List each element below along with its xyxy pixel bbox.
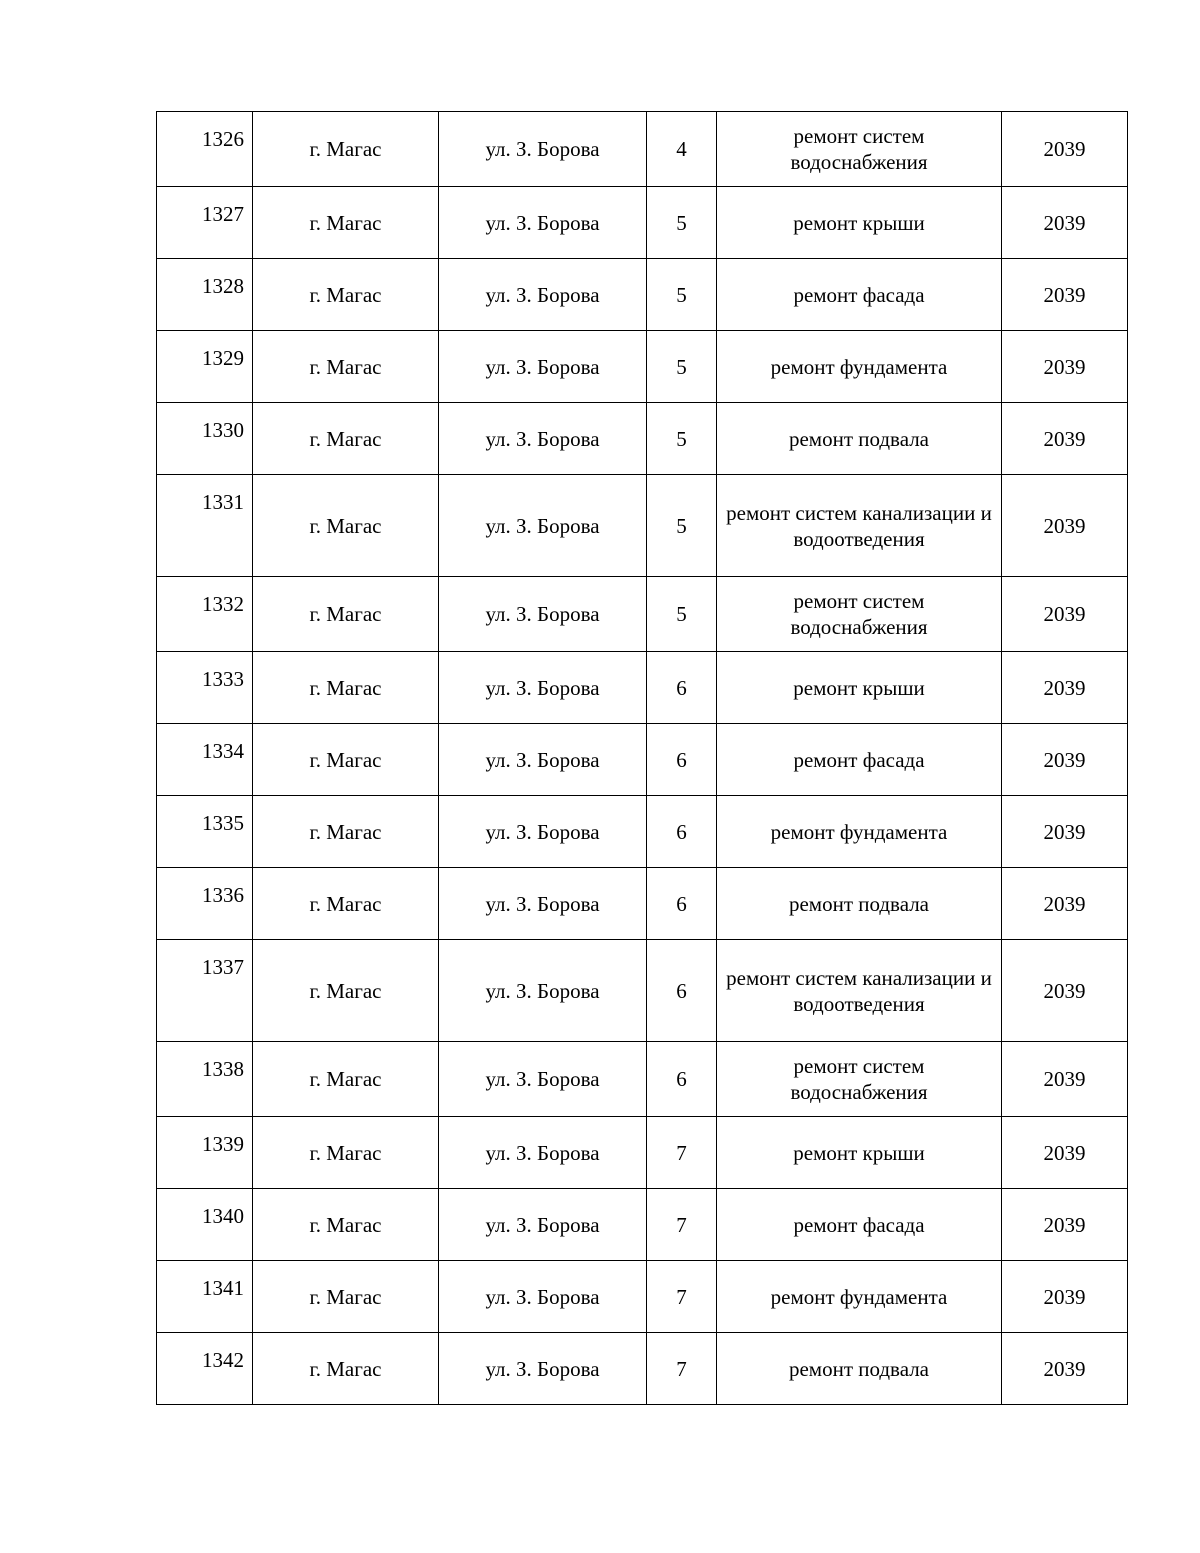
table-row	[157, 1261, 1128, 1333]
table-row	[157, 652, 1128, 724]
row-number: 1342	[157, 1333, 253, 1405]
city-cell: г. Магас	[253, 1042, 439, 1117]
city-cell: г. Магас	[253, 475, 439, 577]
house-cell: 6	[647, 868, 717, 940]
street-cell: ул. З. Борова	[439, 652, 647, 724]
house-cell: 7	[647, 1261, 717, 1333]
house-cell: 5	[647, 577, 717, 652]
city-cell: г. Магас	[253, 940, 439, 1042]
table-row	[157, 1333, 1128, 1405]
year-cell: 2039	[1002, 475, 1128, 577]
work-type-cell: ремонт фасада	[717, 724, 1002, 796]
work-type-cell: ремонт систем канализации и водоотведения	[717, 940, 1002, 1042]
table-row	[157, 940, 1128, 1042]
work-type-cell: ремонт фасада	[717, 259, 1002, 331]
year-cell: 2039	[1002, 1333, 1128, 1405]
house-cell: 6	[647, 796, 717, 868]
house-cell: 7	[647, 1333, 717, 1405]
house-cell: 5	[647, 403, 717, 475]
street-cell: ул. З. Борова	[439, 724, 647, 796]
house-cell: 5	[647, 259, 717, 331]
work-type-cell: ремонт подвала	[717, 868, 1002, 940]
city-cell: г. Магас	[253, 577, 439, 652]
row-number: 1340	[157, 1189, 253, 1261]
row-number: 1326	[157, 112, 253, 187]
city-cell: г. Магас	[253, 724, 439, 796]
street-cell: ул. З. Борова	[439, 259, 647, 331]
house-cell: 7	[647, 1189, 717, 1261]
work-type-cell: ремонт крыши	[717, 652, 1002, 724]
row-number: 1338	[157, 1042, 253, 1117]
city-cell: г. Магас	[253, 1333, 439, 1405]
table-row	[157, 112, 1128, 187]
row-number: 1339	[157, 1117, 253, 1189]
work-type-cell: ремонт систем водоснабжения	[717, 112, 1002, 187]
row-number: 1332	[157, 577, 253, 652]
street-cell: ул. З. Борова	[439, 187, 647, 259]
table-row	[157, 577, 1128, 652]
table-row	[157, 259, 1128, 331]
year-cell: 2039	[1002, 259, 1128, 331]
work-type-cell: ремонт систем водоснабжения	[717, 1042, 1002, 1117]
street-cell: ул. З. Борова	[439, 940, 647, 1042]
table-row	[157, 868, 1128, 940]
house-cell: 6	[647, 940, 717, 1042]
house-cell: 5	[647, 331, 717, 403]
table-row	[157, 475, 1128, 577]
work-type-cell: ремонт крыши	[717, 187, 1002, 259]
repair-schedule-table	[156, 111, 1128, 1405]
city-cell: г. Магас	[253, 796, 439, 868]
street-cell: ул. З. Борова	[439, 331, 647, 403]
work-type-cell: ремонт крыши	[717, 1117, 1002, 1189]
year-cell: 2039	[1002, 1042, 1128, 1117]
street-cell: ул. З. Борова	[439, 1117, 647, 1189]
table-row	[157, 724, 1128, 796]
row-number: 1328	[157, 259, 253, 331]
year-cell: 2039	[1002, 403, 1128, 475]
city-cell: г. Магас	[253, 259, 439, 331]
work-type-cell: ремонт фундамента	[717, 331, 1002, 403]
street-cell: ул. З. Борова	[439, 1261, 647, 1333]
row-number: 1331	[157, 475, 253, 577]
year-cell: 2039	[1002, 652, 1128, 724]
year-cell: 2039	[1002, 1117, 1128, 1189]
street-cell: ул. З. Борова	[439, 577, 647, 652]
city-cell: г. Магас	[253, 652, 439, 724]
row-number: 1337	[157, 940, 253, 1042]
street-cell: ул. З. Борова	[439, 868, 647, 940]
year-cell: 2039	[1002, 724, 1128, 796]
city-cell: г. Магас	[253, 331, 439, 403]
table-row	[157, 331, 1128, 403]
row-number: 1335	[157, 796, 253, 868]
street-cell: ул. З. Борова	[439, 1189, 647, 1261]
year-cell: 2039	[1002, 1261, 1128, 1333]
year-cell: 2039	[1002, 796, 1128, 868]
row-number: 1341	[157, 1261, 253, 1333]
table-row	[157, 187, 1128, 259]
house-cell: 5	[647, 475, 717, 577]
street-cell: ул. З. Борова	[439, 475, 647, 577]
street-cell: ул. З. Борова	[439, 1333, 647, 1405]
table-row	[157, 796, 1128, 868]
row-number: 1329	[157, 331, 253, 403]
table-row	[157, 403, 1128, 475]
house-cell: 7	[647, 1117, 717, 1189]
year-cell: 2039	[1002, 940, 1128, 1042]
work-type-cell: ремонт систем канализации и водоотведения	[717, 475, 1002, 577]
house-cell: 6	[647, 1042, 717, 1117]
row-number: 1327	[157, 187, 253, 259]
row-number: 1334	[157, 724, 253, 796]
table-row	[157, 1117, 1128, 1189]
work-type-cell: ремонт фундамента	[717, 1261, 1002, 1333]
work-type-cell: ремонт фундамента	[717, 796, 1002, 868]
city-cell: г. Магас	[253, 112, 439, 187]
table-row	[157, 1189, 1128, 1261]
row-number: 1333	[157, 652, 253, 724]
city-cell: г. Магас	[253, 187, 439, 259]
year-cell: 2039	[1002, 112, 1128, 187]
street-cell: ул. З. Борова	[439, 403, 647, 475]
work-type-cell: ремонт подвала	[717, 403, 1002, 475]
year-cell: 2039	[1002, 1189, 1128, 1261]
work-type-cell: ремонт подвала	[717, 1333, 1002, 1405]
work-type-cell: ремонт систем водоснабжения	[717, 577, 1002, 652]
street-cell: ул. З. Борова	[439, 1042, 647, 1117]
house-cell: 4	[647, 112, 717, 187]
house-cell: 6	[647, 724, 717, 796]
street-cell: ул. З. Борова	[439, 112, 647, 187]
work-type-cell: ремонт фасада	[717, 1189, 1002, 1261]
city-cell: г. Магас	[253, 1189, 439, 1261]
row-number: 1330	[157, 403, 253, 475]
city-cell: г. Магас	[253, 1261, 439, 1333]
year-cell: 2039	[1002, 187, 1128, 259]
house-cell: 6	[647, 652, 717, 724]
year-cell: 2039	[1002, 868, 1128, 940]
table-row	[157, 1042, 1128, 1117]
street-cell: ул. З. Борова	[439, 796, 647, 868]
city-cell: г. Магас	[253, 1117, 439, 1189]
year-cell: 2039	[1002, 577, 1128, 652]
city-cell: г. Магас	[253, 868, 439, 940]
row-number: 1336	[157, 868, 253, 940]
year-cell: 2039	[1002, 331, 1128, 403]
house-cell: 5	[647, 187, 717, 259]
city-cell: г. Магас	[253, 403, 439, 475]
